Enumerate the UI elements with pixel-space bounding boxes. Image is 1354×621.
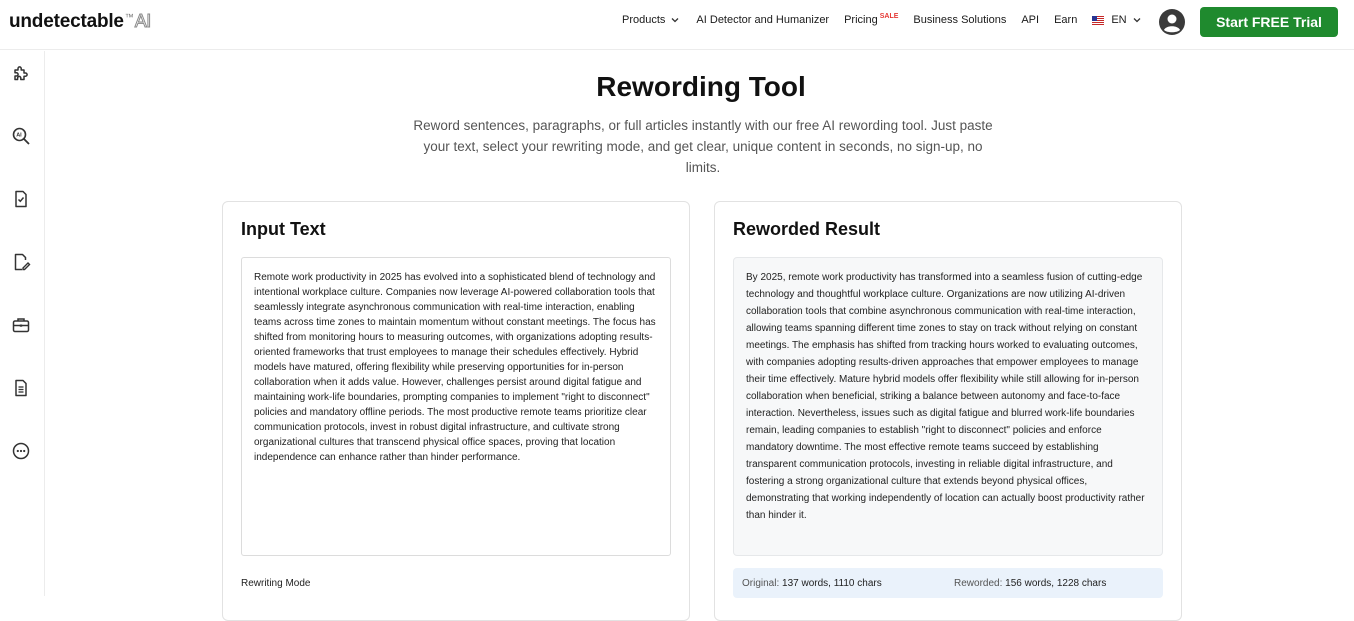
input-panel — [222, 201, 690, 621]
nav-api[interactable] — [1021, 14, 1039, 26]
original-stats-value: 137 words, 1110 chars — [782, 578, 882, 589]
left-sidebar — [0, 51, 45, 596]
chevron-down-icon — [669, 14, 681, 26]
document-text-icon[interactable] — [10, 377, 32, 399]
logo[interactable] — [9, 11, 151, 33]
briefcase-icon[interactable] — [10, 314, 32, 336]
result-panel — [714, 201, 1182, 621]
original-stats — [742, 578, 882, 589]
user-avatar-icon[interactable] — [1158, 8, 1186, 36]
top-navigation-bar — [0, 0, 1354, 50]
reworded-result-text: By 2025, remote work productivity has transformed into a seamless fusion of cutting-edge technology and thoughtful workplace culture. Organizations are now utilizing AI-driven collaboration tools that combine asynchronous communication with real-time interaction, allowing teams spanning different time zones to stay on track without relying on constant meetings. The emphasis has shifted from tracking hours worked to evaluating outcomes, with companies adopting results-driven approaches that empower employees to manage their time effectively. Mature hybrid models offer flexibility while still allowing for in-person collaboration when beneficial, striking a balance between autonomy and face-to-face interaction. Nevertheless, issues such as digital fatigue and blurred work-life boundaries remain, leading companies to establish "right to disconnect" policies and enforce mandatory downtime. The most effective remote teams succeed by establishing transparent communication protocols, investing in reliable digital infrastructure, and fostering a strong organizational culture that extends beyond physical offices, demonstrating that working independently of location can actually boost productivity rather than hinder it. — [733, 257, 1163, 556]
nav-ai-detector-label: AI Detector and Humanizer — [696, 14, 830, 26]
nav-earn-label: Earn — [1054, 14, 1078, 26]
original-stats-label: Original: — [742, 578, 780, 589]
language-label: EN — [1111, 14, 1127, 26]
input-text-area[interactable]: Remote work productivity in 2025 has evolved into a sophisticated blend of technology and intentional workplace culture. Companies now leverage AI-powered collaboration tools that seamlessly integrate asynchronous communication with real-time interaction, enabling teams across time zones to maintain momentum without constant meetings. The focus has shifted from monitoring hours to measuring outcomes, with organizations adopting results-oriented frameworks that trust employees to manage their schedules effectively. Hybrid models have matured, offering flexibility while preserving opportunities for in-person collaboration when it adds value. However, challenges persist around digital fatigue and maintaining work-life boundaries, prompting companies to implement "right to disconnect" policies and mandatory offline periods. The most productive remote teams prioritize clear communication protocols, invest in robust digital infrastructure, and cultivate strong organizational cultures that transcend physical office spaces, proving that location independence can enhance rather than hinder performance. — [241, 257, 671, 556]
logo-text: undetectable — [9, 11, 124, 32]
rewriting-mode-label: Rewriting Mode — [241, 578, 311, 589]
start-free-trial-button[interactable]: Start FREE Trial — [1200, 7, 1338, 37]
search-ai-icon[interactable] — [10, 125, 32, 147]
nav-ai-detector[interactable] — [696, 14, 829, 26]
word-count-stats — [733, 568, 1163, 598]
main-nav — [622, 14, 1158, 26]
sale-badge: SALE — [879, 12, 899, 20]
language-selector[interactable] — [1092, 14, 1142, 26]
document-edit-icon[interactable] — [10, 251, 32, 273]
nav-products[interactable] — [622, 14, 681, 26]
us-flag-icon — [1092, 16, 1104, 25]
nav-earn[interactable] — [1054, 14, 1077, 26]
nav-business-label: Business Solutions — [913, 14, 1007, 26]
logo-ai-mark: AI — [134, 11, 151, 31]
document-check-icon[interactable] — [10, 188, 32, 210]
page-title: Rewording Tool — [596, 71, 806, 102]
nav-pricing-label: Pricing — [844, 14, 878, 26]
more-icon[interactable] — [10, 440, 32, 462]
logo-trademark: ™ — [124, 12, 134, 22]
nav-api-label: API — [1021, 14, 1040, 26]
reworded-stats-value: 156 words, 1228 chars — [1005, 578, 1107, 589]
result-panel-title: Reworded Result — [733, 219, 881, 239]
page-subtitle: Reword sentences, paragraphs, or full articles instantly with our free AI rewording tool. Just paste your text, select your rewriting mode, and get clear, unique content in seconds, no sign-up, no limits. — [413, 118, 993, 175]
svg-text:AI: AI — [16, 132, 22, 139]
reworded-stats-label: Reworded: — [954, 578, 1003, 589]
chevron-down-icon — [1131, 14, 1143, 26]
nav-pricing[interactable] — [844, 14, 898, 26]
reworded-stats — [954, 578, 1106, 589]
nav-products-label: Products — [622, 14, 666, 26]
input-panel-title: Input Text — [241, 219, 326, 239]
nav-business-solutions[interactable] — [913, 14, 1006, 26]
